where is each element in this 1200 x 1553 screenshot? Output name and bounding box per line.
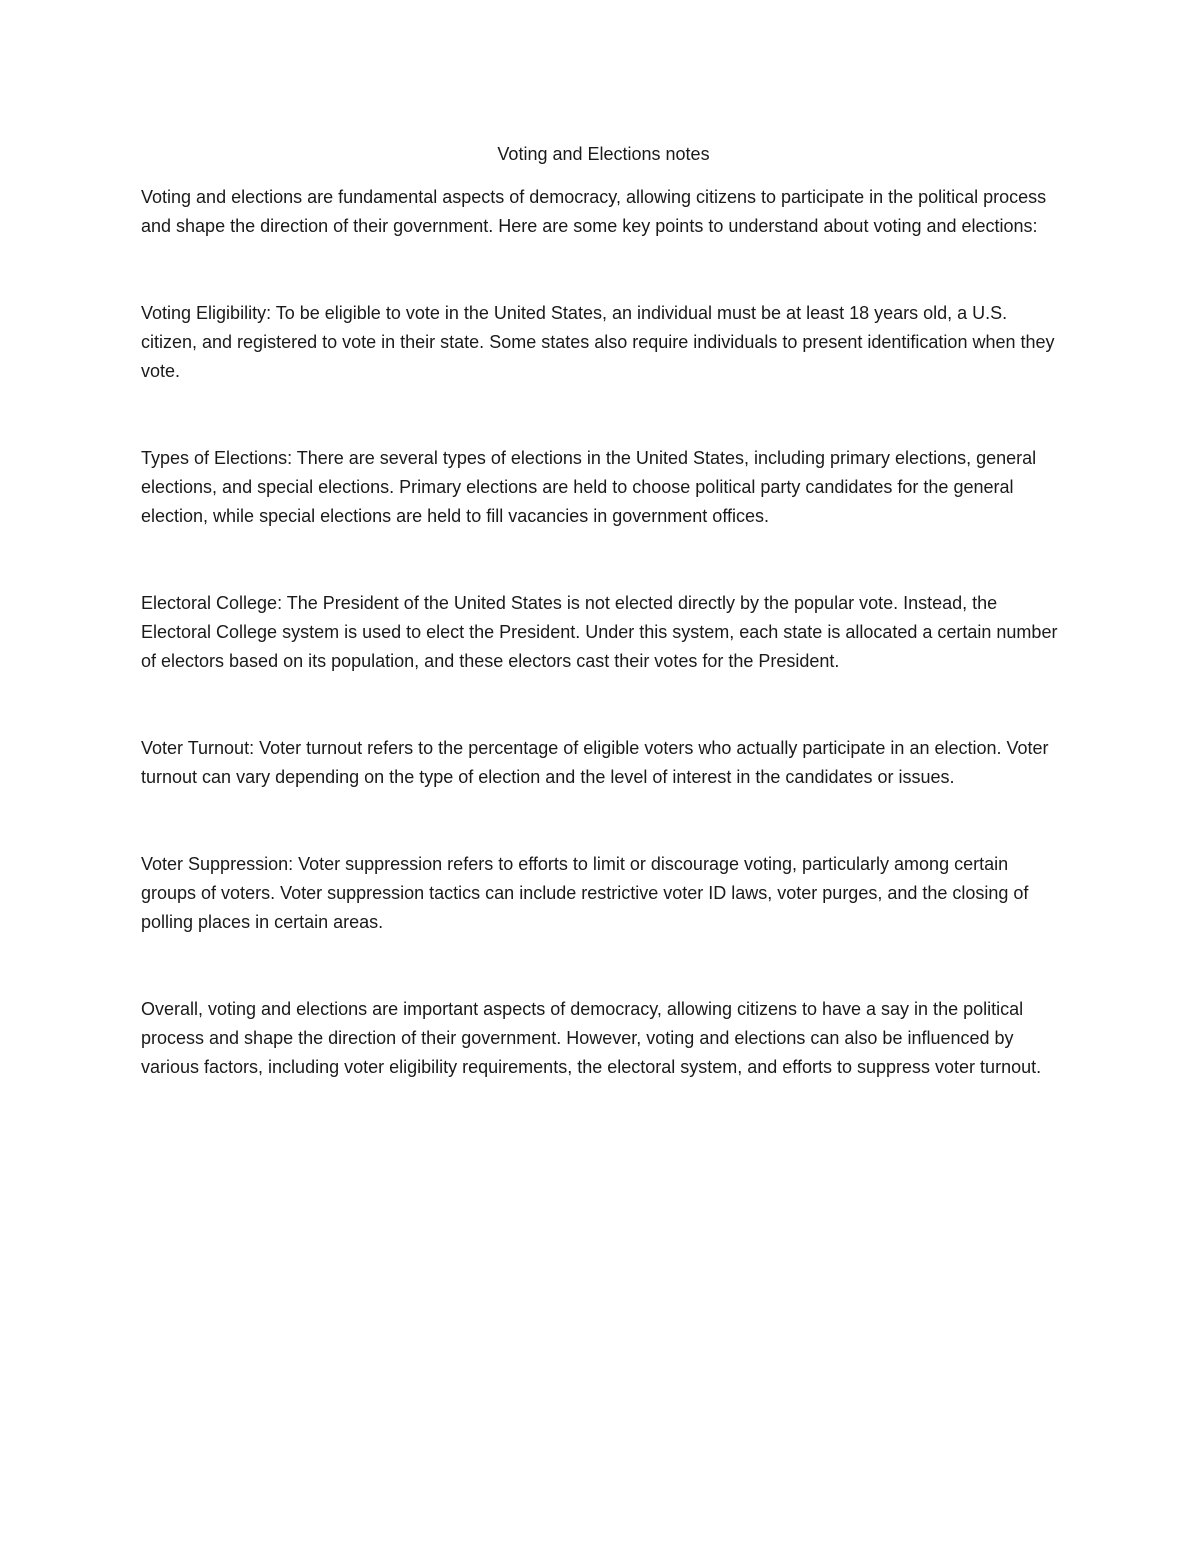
section-conclusion: Overall, voting and elections are important aspects of democracy, allowing citizens to have a say in the political process and shape the direction of their government. However, voting and elections can also be influenced by various factors, including voter eligibility requirements, the electoral system, and efforts to suppress voter turnout.: [141, 999, 1042, 1077]
section-types-of-elections: Types of Elections: There are several types of elections in the United States, including primary elections, general elections, and special elections. Primary elections are held to choose political party candidates for the general election, while special elections are held to fill vacancies in government offices.: [141, 448, 1037, 526]
section-voter-turnout: Voter Turnout: Voter turnout refers to the percentage of eligible voters who actually participate in an election. Voter turnout can vary depending on the type of election and the level of interest in the candidates or issues.: [141, 738, 1049, 787]
section-electoral-college: Electoral College: The President of the United States is not elected directly by the popular vote. Instead, the Electoral College system is used to elect the President. Under this system, each state is allocated a certain number of electors based on its population, and these electors cast their votes for the President.: [141, 593, 1058, 671]
section-voter-suppression: Voter Suppression: Voter suppression refers to efforts to limit or discourage voting, particularly among certain groups of voters. Voter suppression tactics can include restrictive voter ID laws, voter purges, and the closing of polling places in certain areas.: [141, 854, 1029, 932]
section-voting-eligibility: Voting Eligibility: To be eligible to vote in the United States, an individual must be at least 18 years old, a U.S. citizen, and registered to vote in their state. Some states also require individuals to present identification when they vote.: [141, 303, 1055, 381]
intro-paragraph: Voting and elections are fundamental aspects of democracy, allowing citizens to participate in the political process and shape the direction of their government. Here are some key points to understand about voting and elections:: [141, 187, 1047, 236]
document-body: [141, 140, 1066, 1082]
document-title: Voting and Elections notes: [497, 144, 710, 164]
